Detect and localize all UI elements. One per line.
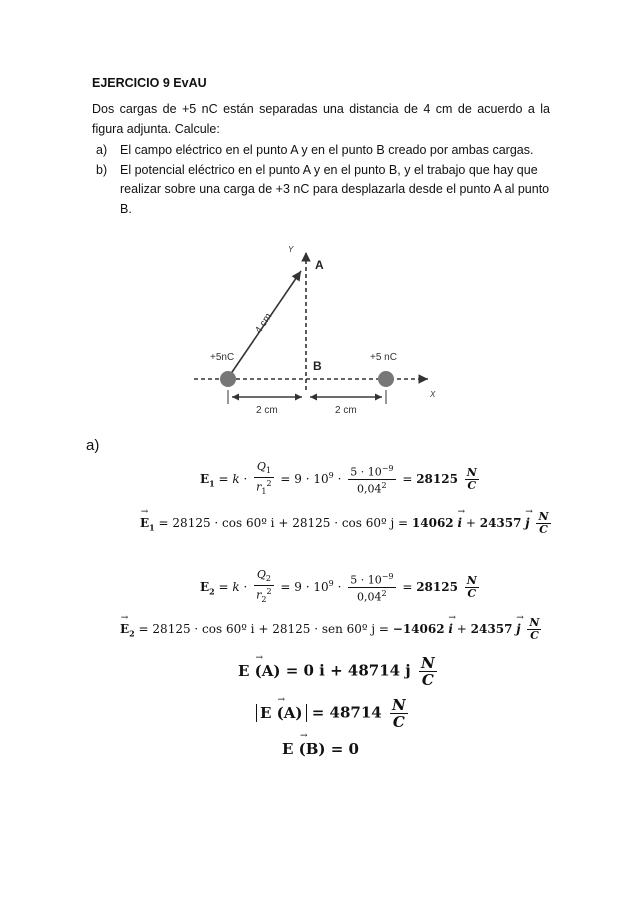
exercise-heading: EJERCICIO 9 EvAU	[92, 76, 207, 90]
diagonal-distance-label: 4 cm	[253, 311, 275, 336]
distance-left-label: 2 cm	[256, 405, 278, 416]
equation-e1: $E_1 = k$ · $\frac{Q_1}{r_1^2}$ = $9 \cdot 10^9$ · $\frac{5 \cdot 10^{-9}}{0,04^2}$ = 28125 $\frac{N}{C}$	[200, 460, 477, 497]
question-text: El potencial eléctrico en el punto A y en el punto B, y el trabajo que hay que realizar sobre una carga de +3 nC para desplazarla desde el punto A al punto B.	[120, 162, 550, 216]
equation-e2-vector: → $E_2 = 28125 \cdot \cos$ 60º i + 28125 · sen 60º j = −14062 → i + 24357 → j $\frac{N}{C}$	[120, 617, 544, 642]
equation-e2: $E_2 = k$ · $\frac{Q_2}{r_2^2}$ = $9 \cdot 10^9$ · $\frac{5 \cdot 10^{-9}}{0,04^2}$ = 28125 $\frac{N}{C}$	[200, 568, 477, 605]
charge-left-label: +5nC	[210, 352, 235, 363]
charges-figure	[180, 232, 450, 422]
question-item	[96, 161, 552, 220]
question-text: El campo eléctrico en el punto A y en el punto B creado por ambas cargas.	[120, 143, 534, 157]
y-axis-label: Y	[288, 245, 294, 254]
equation-ea-modulus: → E (A) = 48714 $\frac{N}{C}$	[256, 697, 411, 730]
equation-ea: → E (A) = 0 i + 48714 j $\frac{N}{C}$	[238, 655, 440, 688]
distance-right-label: 2 cm	[335, 405, 357, 416]
charge-left	[220, 371, 236, 387]
point-b-label: B	[313, 359, 322, 373]
equation-e1-vector: → $E_1 = 28125 \cdot \cos$ 60º i + 28125 · cos 60º j = 14062 → i + 24357 → j $\frac{N}{C}$	[140, 511, 554, 536]
section-label: a)	[86, 437, 100, 454]
question-list	[96, 141, 552, 219]
x-axis-label: X	[430, 390, 436, 399]
question-marker: b)	[96, 162, 108, 177]
point-a-label: A	[315, 258, 324, 272]
question-marker: a)	[96, 143, 108, 157]
charge-right	[378, 371, 394, 387]
problem-statement: Dos cargas de +5 nC están separadas una distancia de 4 cm de acuerdo a la figura adjunta. Calcule:	[92, 102, 550, 136]
charge-right-label: +5 nC	[370, 352, 397, 363]
question-item	[96, 141, 552, 161]
equation-eb: → E (B) = 0	[282, 740, 359, 758]
